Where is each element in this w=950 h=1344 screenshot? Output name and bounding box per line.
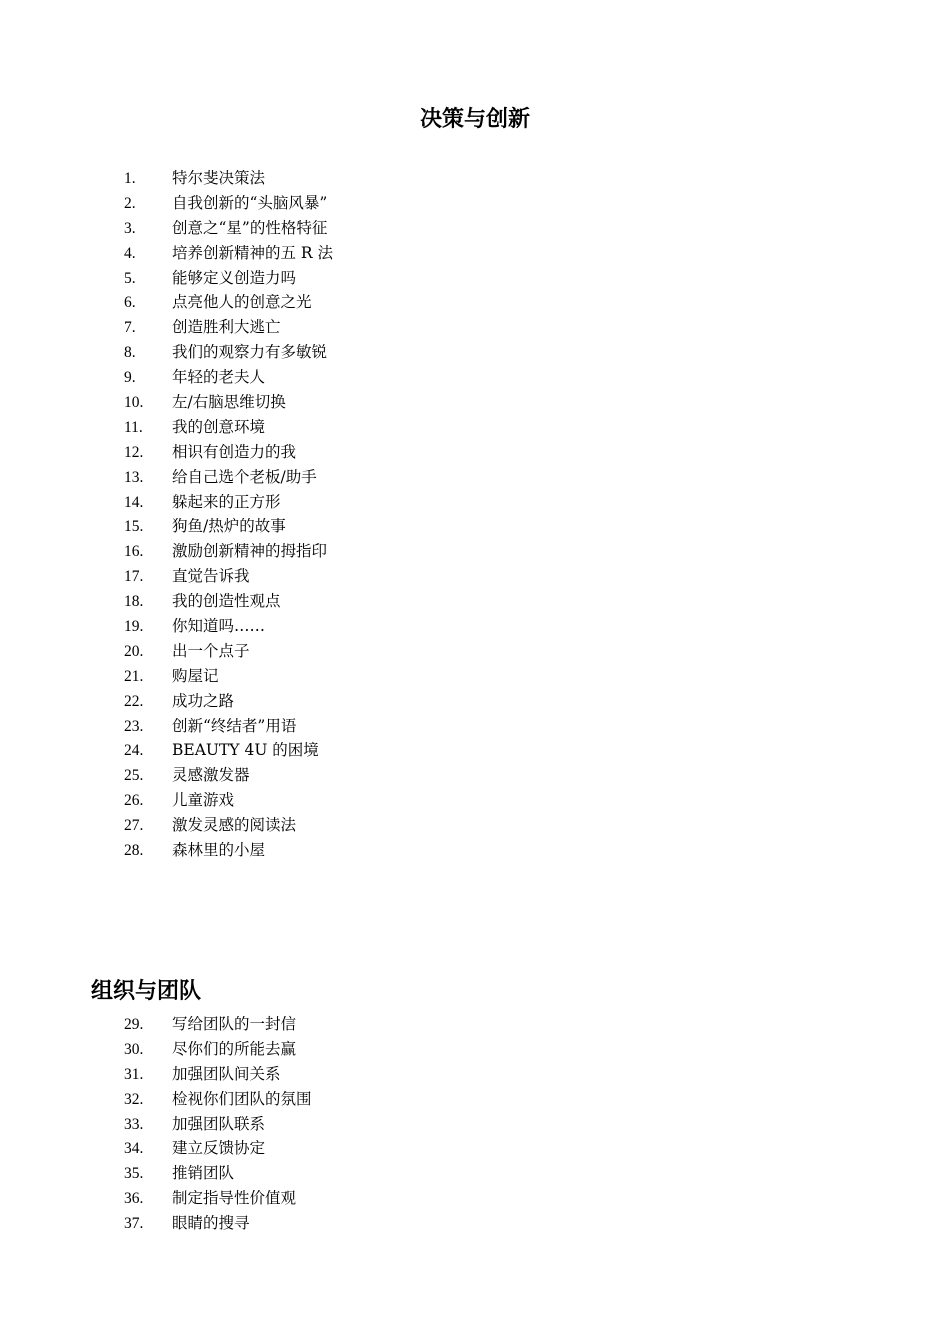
- item-title: 成功之路: [172, 691, 235, 710]
- list-item: [124, 664, 333, 689]
- list-item: [124, 714, 333, 739]
- list-item: [124, 290, 333, 315]
- item-title: 能够定义创造力吗: [172, 268, 297, 287]
- list-item: [124, 614, 333, 639]
- item-title: 激励创新精神的拇指印: [172, 542, 328, 561]
- item-title: 相识有创造力的我: [172, 442, 297, 461]
- item-title: 检视你们团队的氛围: [172, 1089, 312, 1108]
- item-number: 13.: [124, 468, 144, 486]
- item-number: 3.: [124, 219, 136, 237]
- list-item: [124, 813, 333, 838]
- item-number: 7.: [124, 319, 136, 337]
- list-item: [124, 639, 333, 664]
- item-number: 4.: [124, 244, 136, 262]
- item-number: 36.: [124, 1190, 144, 1208]
- item-number: 11.: [124, 418, 143, 436]
- item-title: 出一个点子: [172, 641, 250, 660]
- section-title-decision-innovation: 决策与创新: [419, 107, 530, 132]
- item-title: 我的创意环境: [172, 417, 266, 436]
- item-number: 17.: [124, 568, 144, 586]
- item-title: 加强团队间关系: [172, 1064, 281, 1083]
- list-item: [124, 514, 333, 539]
- contents-list-organization-team: [124, 1012, 312, 1236]
- list-item: [124, 1161, 312, 1186]
- item-title: 眼睛的搜寻: [172, 1214, 250, 1233]
- item-title: 儿童游戏: [172, 791, 235, 810]
- item-title: 培养创新精神的五 R 法: [172, 243, 334, 262]
- list-item: [124, 365, 333, 390]
- item-title: 建立反馈协定: [172, 1139, 266, 1158]
- item-number: 24.: [124, 742, 144, 760]
- item-number: 34.: [124, 1140, 144, 1158]
- item-number: 20.: [124, 642, 144, 660]
- item-title: 创新“终结者”用语: [172, 716, 297, 735]
- item-number: 12.: [124, 443, 144, 461]
- item-number: 15.: [124, 518, 144, 536]
- item-title: 给自己选个老板/助手: [172, 467, 317, 486]
- item-number: 8.: [124, 344, 136, 362]
- item-title: 写给团队的一封信: [172, 1015, 297, 1033]
- section-title-organization-team: 组织与团队: [91, 979, 202, 1004]
- item-title: 创意之“星”的性格特征: [172, 218, 328, 237]
- item-number: 32.: [124, 1090, 144, 1108]
- item-title: 创造胜利大逃亡: [172, 318, 281, 337]
- list-item: [124, 1012, 312, 1037]
- item-number: 2.: [124, 194, 136, 212]
- item-title: 躲起来的正方形: [172, 492, 281, 511]
- item-number: 33.: [124, 1115, 144, 1133]
- item-title: 狗鱼/热炉的故事: [172, 517, 286, 536]
- list-item: [124, 216, 333, 241]
- item-title: BEAUTY 4U 的困境: [172, 741, 319, 760]
- item-number: 5.: [124, 269, 136, 287]
- item-number: 26.: [124, 792, 144, 810]
- list-item: [124, 241, 333, 266]
- item-number: 10.: [124, 394, 144, 412]
- list-item: [124, 340, 333, 365]
- item-title: 年轻的老夫人: [172, 368, 266, 387]
- list-item: [124, 589, 333, 614]
- list-item: [124, 1211, 312, 1236]
- list-item: [124, 838, 333, 863]
- item-number: 21.: [124, 667, 144, 685]
- item-title: 自我创新的“头脑风暴”: [172, 193, 328, 212]
- list-item: [124, 415, 333, 440]
- item-number: 16.: [124, 543, 144, 561]
- list-item: [124, 166, 333, 191]
- list-item: [124, 490, 333, 515]
- list-item: [124, 1136, 312, 1161]
- list-item: [124, 440, 333, 465]
- contents-list-decision-innovation: [124, 166, 333, 863]
- item-number: 22.: [124, 692, 144, 710]
- list-item: [124, 1112, 312, 1137]
- list-item: [124, 788, 333, 813]
- item-title: 推销团队: [172, 1164, 235, 1183]
- item-title: 购屋记: [172, 666, 219, 685]
- item-number: 29.: [124, 1016, 144, 1033]
- item-title: 左/右脑思维切换: [172, 393, 286, 412]
- item-number: 1.: [124, 170, 136, 187]
- item-number: 28.: [124, 842, 144, 860]
- item-title: 制定指导性价值观: [172, 1189, 297, 1208]
- item-number: 27.: [124, 817, 144, 835]
- list-item: [124, 191, 333, 216]
- item-number: 19.: [124, 618, 144, 636]
- item-number: 31.: [124, 1065, 144, 1083]
- item-title: 激发灵感的阅读法: [172, 816, 297, 835]
- item-number: 25.: [124, 767, 144, 785]
- list-item: [124, 763, 333, 788]
- list-item: [124, 465, 333, 490]
- item-title: 森林里的小屋: [172, 841, 266, 860]
- item-number: 35.: [124, 1165, 144, 1183]
- item-number: 14.: [124, 493, 144, 511]
- item-title: 特尔斐决策法: [172, 169, 266, 187]
- list-item: [124, 315, 333, 340]
- item-title: 我的创造性观点: [172, 592, 281, 611]
- list-item: [124, 564, 333, 589]
- list-item: [124, 1087, 312, 1112]
- item-title: 灵感激发器: [172, 766, 250, 785]
- list-item: [124, 390, 333, 415]
- item-title: 你知道吗……: [172, 617, 266, 636]
- item-number: 37.: [124, 1215, 144, 1233]
- list-item: [124, 266, 333, 291]
- list-item: [124, 738, 333, 763]
- list-item: [124, 539, 333, 564]
- item-title: 直觉告诉我: [172, 567, 250, 586]
- item-title: 尽你们的所能去赢: [172, 1039, 297, 1058]
- item-number: 30.: [124, 1040, 144, 1058]
- item-number: 9.: [124, 369, 136, 387]
- item-number: 6.: [124, 294, 136, 312]
- item-number: 23.: [124, 717, 144, 735]
- item-number: 18.: [124, 593, 144, 611]
- list-item: [124, 689, 333, 714]
- item-title: 点亮他人的创意之光: [172, 293, 312, 312]
- list-item: [124, 1037, 312, 1062]
- item-title: 我们的观察力有多敏锐: [172, 343, 328, 362]
- item-title: 加强团队联系: [172, 1114, 266, 1133]
- list-item: [124, 1062, 312, 1087]
- list-item: [124, 1186, 312, 1211]
